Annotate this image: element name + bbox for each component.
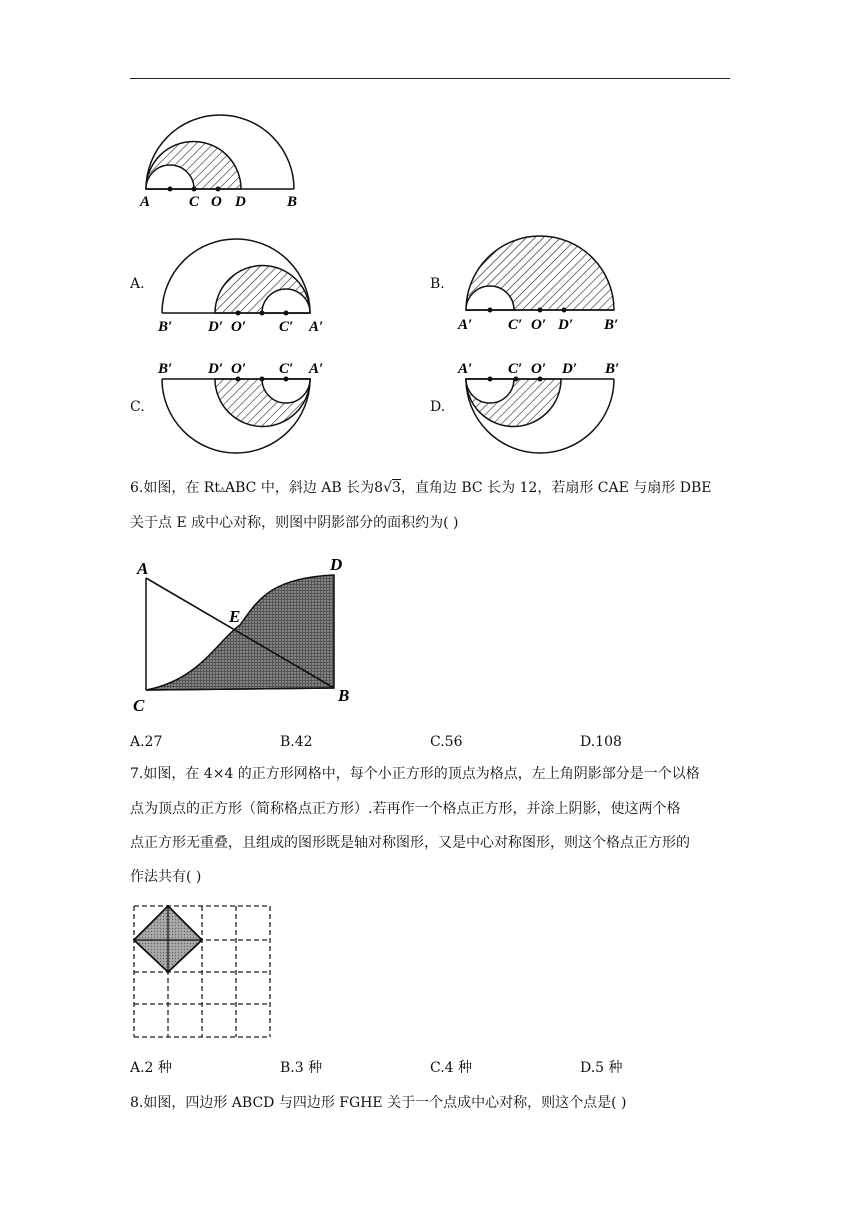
q5-label-3: D (235, 194, 246, 210)
q7-grid-figure (134, 906, 270, 1037)
sqrt-coefficient: 8 (374, 480, 384, 496)
q7-stem-line3: 点正方形无重叠，且组成的图形既是轴对称图形，又是中心对称图形，则这个格点正方形的 (130, 835, 690, 851)
triangle-symbol: ▵ (219, 484, 226, 495)
q5d-label-1: C′ (508, 361, 523, 377)
q6-option-a[interactable]: A.27 (130, 734, 163, 750)
q5-option-b-figure[interactable] (457, 236, 618, 333)
q5b-label-0: A′ (458, 317, 473, 333)
q6-figure (133, 555, 349, 715)
q6-stem-part-c: ，直角边 BC 长为 12，若扇形 CAE 与扇形 DBE (400, 480, 712, 496)
q5c-label-0: B′ (158, 361, 173, 377)
q5d-label-0: A′ (458, 361, 473, 377)
sqrt-expression (374, 479, 401, 496)
q8-stem-line1: 8.如图，四边形 ABCD 与四边形 FGHE 关于一个点成中心对称，则这个点是( ) (130, 1095, 627, 1111)
q5-option-a-figure[interactable] (157, 239, 323, 335)
q6-stem-part-b: ABC 中，斜边 AB 长为 (225, 480, 375, 496)
q7-stem-line1: 7.如图，在 4×4 的正方形网格中，每个小正方形的顶点为格点，左上角阴影部分是一个以格 (130, 766, 700, 782)
q6-stem-line2: 关于点 E 成中心对称，则图中阴影部分的面积约为( ) (130, 515, 459, 531)
q5a-label-2: O′ (231, 319, 247, 335)
q5-option-d-figure[interactable] (457, 361, 619, 453)
q7-option-b[interactable]: B.3 种 (280, 1060, 323, 1076)
q5b-label-1: C′ (508, 317, 523, 333)
q5-option-b-key[interactable]: B. (430, 276, 445, 292)
q5-main-figure (139, 115, 297, 210)
q6-option-d[interactable]: D.108 (580, 734, 622, 750)
sqrt-icon: √ (383, 480, 392, 496)
q7-stem-line4: 作法共有( ) (130, 869, 202, 885)
q5c-label-1: D′ (208, 361, 224, 377)
q6-option-c[interactable]: C.56 (430, 734, 463, 750)
q5b-label-3: D′ (558, 317, 574, 333)
q5-label-2: O (211, 194, 222, 210)
q5a-label-0: B′ (158, 319, 173, 335)
q5c-label-3: C′ (279, 361, 294, 377)
q6-label-b: B (338, 686, 350, 705)
q5-option-c-key[interactable]: C. (130, 399, 145, 415)
sqrt-radicand: 3 (391, 480, 401, 496)
q5c-label-4: A′ (309, 361, 324, 377)
q6-option-b[interactable]: B.42 (280, 734, 313, 750)
q5d-label-4: B′ (605, 361, 620, 377)
q6-label-e: E (229, 607, 241, 626)
q5a-label-3: C′ (279, 319, 294, 335)
q6-stem-line1 (130, 478, 711, 500)
q7-option-a[interactable]: A.2 种 (130, 1060, 172, 1076)
q5-label-4: B (287, 194, 298, 210)
q5-option-a-key[interactable]: A. (130, 276, 145, 292)
q6-label-d: D (330, 555, 343, 574)
q5-label-1: C (189, 194, 200, 210)
q5b-label-2: O′ (531, 317, 547, 333)
q5d-label-2: O′ (531, 361, 547, 377)
q5d-label-3: D′ (562, 361, 578, 377)
q6-label-a: A (137, 559, 149, 578)
q6-label-c: C (133, 696, 145, 715)
q5b-label-4: B′ (604, 317, 619, 333)
q5c-label-2: O′ (231, 361, 247, 377)
q5-label-0: A (140, 194, 151, 210)
q7-option-d[interactable]: D.5 种 (580, 1060, 623, 1076)
q5a-label-1: D′ (208, 319, 224, 335)
q5-option-d-key[interactable]: D. (430, 399, 446, 415)
q5-option-c-figure[interactable] (157, 361, 323, 453)
q6-stem-part-a: 6.如图，在 Rt (130, 480, 220, 496)
q7-option-c[interactable]: C.4 种 (430, 1060, 473, 1076)
q7-stem-line2: 点为顶点的正方形（简称格点正方形）.若再作一个格点正方形，并涂上阴影，使这两个格 (130, 801, 681, 817)
q5a-label-4: A′ (309, 319, 324, 335)
